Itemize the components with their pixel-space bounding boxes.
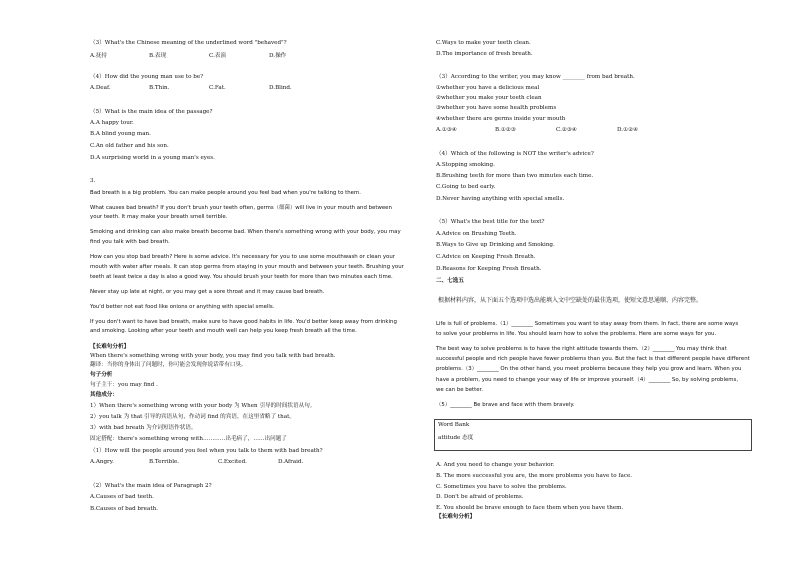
r-q4-question: （4）Which of the following is NOT the writer's advice? — [436, 151, 594, 157]
option: C.Fat. — [209, 85, 226, 91]
r-q5-question: （5）What's the best title for the text? — [436, 219, 545, 225]
option: D.①②④ — [617, 127, 639, 133]
choice: C. Sometimes you have to solve the problems. — [436, 484, 567, 490]
option: C.An old father and his son. — [90, 143, 169, 149]
word-bank — [434, 419, 752, 451]
option: B.A blind young man. — [90, 131, 151, 137]
passage-line: we can be better. — [436, 387, 484, 393]
passage-line: How can you stop bad breath? Here is some advice. It's necessary for you to use some mouthwash or clean your — [90, 254, 395, 260]
passage-line: Never stay up late at night, or you may get a sore throat and it may cause bad breath. — [90, 289, 325, 295]
instruction: 根据材料内容，从下面五个选项中选出能填入文中空缺处的最佳选项，使短文意思通顺、内容完整。 — [438, 297, 703, 304]
list-item: ①whether you have a delicious meal — [436, 85, 540, 91]
option: A.Angry. — [90, 459, 114, 465]
analysis-item: 1）When there's something wrong with your body 为 When 引导的时间状语从句。 — [90, 403, 316, 409]
l-q1-options — [90, 459, 330, 467]
l-q4-options — [90, 85, 330, 93]
passage-line: The best way to solve problems is to have the right attitude towards them.（2）________ You may think that — [436, 346, 727, 352]
option: B.表现 — [149, 53, 167, 59]
l-q4-question: （4）How did the young man use to be? — [90, 74, 204, 80]
passage-line: mouth with water after meals. It can stop germs from staying in your mouth and between your teeth. Brushing your — [90, 264, 404, 270]
passage-line: Smoking and drinking can also make breath become bad. When there's something wrong with your body, you may — [90, 229, 401, 235]
passage-line: What causes bad breath? If you don't brush your teeth often, germs（细菌）will live in your mouth and between — [90, 205, 392, 211]
option: B.Ways to Give up Drinking and Smoking. — [436, 242, 555, 248]
option: B.①②③ — [495, 127, 516, 133]
analysis-header: 【长难句分析】 — [90, 344, 130, 350]
r-q3-options — [436, 127, 676, 135]
option: A.Causes of bad teeth. — [90, 494, 154, 500]
l-q5-question: （5）What is the main idea of the passage? — [90, 109, 213, 115]
option: A.Deaf. — [90, 85, 111, 91]
l-q3-question: （3）What's the Chinese meaning of the underlined word "behaved"? — [90, 40, 287, 46]
passage-line: （5）________ Be brave and face with them bravely. — [436, 402, 575, 408]
section-number: 3. — [90, 178, 96, 184]
passage-line: If you don't want to have bad breath, make sure to have good habits in life. You'd better keep away from drinking — [90, 319, 397, 325]
passage-line: have a problem, you need to change your way of life or improve yourself.（4）________ So, by solving problems, — [436, 377, 739, 383]
option: D.Blind. — [269, 85, 292, 91]
structure-label: 句子分析 — [90, 372, 113, 378]
option: C.②③④ — [556, 127, 577, 133]
option: C.Advice on Keeping Fresh Breath. — [436, 254, 536, 260]
l-q3-options — [90, 51, 330, 59]
option: B.Brushing teeth for more than two minutes each time. — [436, 173, 594, 179]
choice: A. And you need to change your behavior. — [436, 462, 555, 468]
option: D.The importance of fresh breath. — [436, 51, 533, 57]
passage-line: your teeth. It may make your breath smell terrible. — [90, 214, 228, 220]
option: A.①③④ — [436, 127, 457, 133]
option: B.Causes of bad breath. — [90, 506, 158, 512]
option: B.Thin. — [149, 85, 170, 91]
analysis-item: 固定搭配：there's something wrong with…………出毛病了，……出问题了 — [90, 436, 287, 442]
option: D.A surprising world in a young man's eyes. — [90, 155, 215, 161]
passage-line: You'd better not eat food like onions or anything with special smells. — [90, 304, 275, 310]
analysis-translation: 翻译：当你的身体出了问题时，你可能会发现你说话带有口臭。 — [90, 362, 247, 368]
option: C.Excited. — [218, 459, 247, 465]
passage-line: find you talk with bad breath. — [90, 239, 170, 245]
option: D.Never having anything with special smells. — [436, 196, 565, 202]
r-q3-question: （3）According to the writer, you may know ________ from bad breath. — [436, 74, 635, 80]
analysis-header: 【长难句分析】 — [436, 514, 476, 520]
l-q1-question: （1）How will the people around you feel when you talk to them with bad breath? — [90, 448, 323, 454]
option: A.抚持 — [90, 53, 108, 59]
option: D.操作 — [269, 53, 287, 59]
option: D.Afraid. — [278, 459, 304, 465]
option: C.表演 — [209, 53, 227, 59]
word-bank-title: Word Bank — [438, 422, 470, 428]
analysis-sentence: When there's something wrong with your body, you may find you talk with bad breath. — [90, 353, 336, 359]
passage-line: and smoking. Looking after your teeth and mouth well can help you keep fresh breath all the time. — [90, 328, 357, 334]
option: B.Terrible. — [149, 459, 180, 465]
passage-line: Bad breath is a big problem. You can make people around you feel bad when you're talking to them. — [90, 190, 361, 196]
option: D.Reasons for Keeping Fresh Breath. — [436, 266, 542, 272]
analysis-item: 3）with bad breath 为介词短语作状语。 — [90, 425, 197, 431]
passage-line: problems.（3）________ On the other hand, you meet problems because they help you grow and learn. When you — [436, 366, 742, 372]
analysis-item: 2）you talk 为 that 引导的宾语从句，作动词 find 的宾语，在这里省略了 that。 — [90, 414, 295, 420]
option: C.Going to bed early. — [436, 184, 496, 190]
other-label: 其他成分： — [90, 392, 118, 398]
passage-line: successful people and rich people have fewer problems than you. But the fact is that different people have different — [436, 356, 750, 362]
passage-line: Life is full of problems.（1）________ Sometimes you want to stay away from them. In fact, there are some ways — [436, 321, 739, 327]
section-title: 二、七选五 — [436, 278, 464, 284]
main-clause: 句子主干：you may find . — [90, 382, 158, 388]
passage-line: to solve your problems in life. You should learn how to solve the problems. Here are some ways for you. — [436, 331, 717, 337]
option: C.Ways to make your teeth clean. — [436, 40, 531, 46]
passage-line: teeth at least twice a day is also a good way. You should brush your teeth for more than two minutes each time. — [90, 274, 393, 280]
list-item: ③whether you have some health problems — [436, 105, 557, 111]
option: A.A happy tour. — [90, 120, 134, 126]
option: A.Advice on Brushing Teeth. — [436, 231, 517, 237]
list-item: ②whether you make your teeth clean — [436, 95, 542, 101]
list-item: ④whether there are germs inside your mouth — [436, 116, 566, 122]
choice: D. Don't be afraid of problems. — [436, 494, 524, 500]
choice: B. The more successful you are, the more problems you have to face. — [436, 473, 633, 479]
option: A.Stopping smoking. — [436, 162, 495, 168]
l-q2-question: （2）What's the main idea of Paragraph 2? — [90, 483, 212, 489]
choice: E. You should be brave enough to face them when you have them. — [436, 505, 624, 511]
word-bank-entry: attitude 态度 — [438, 435, 474, 441]
